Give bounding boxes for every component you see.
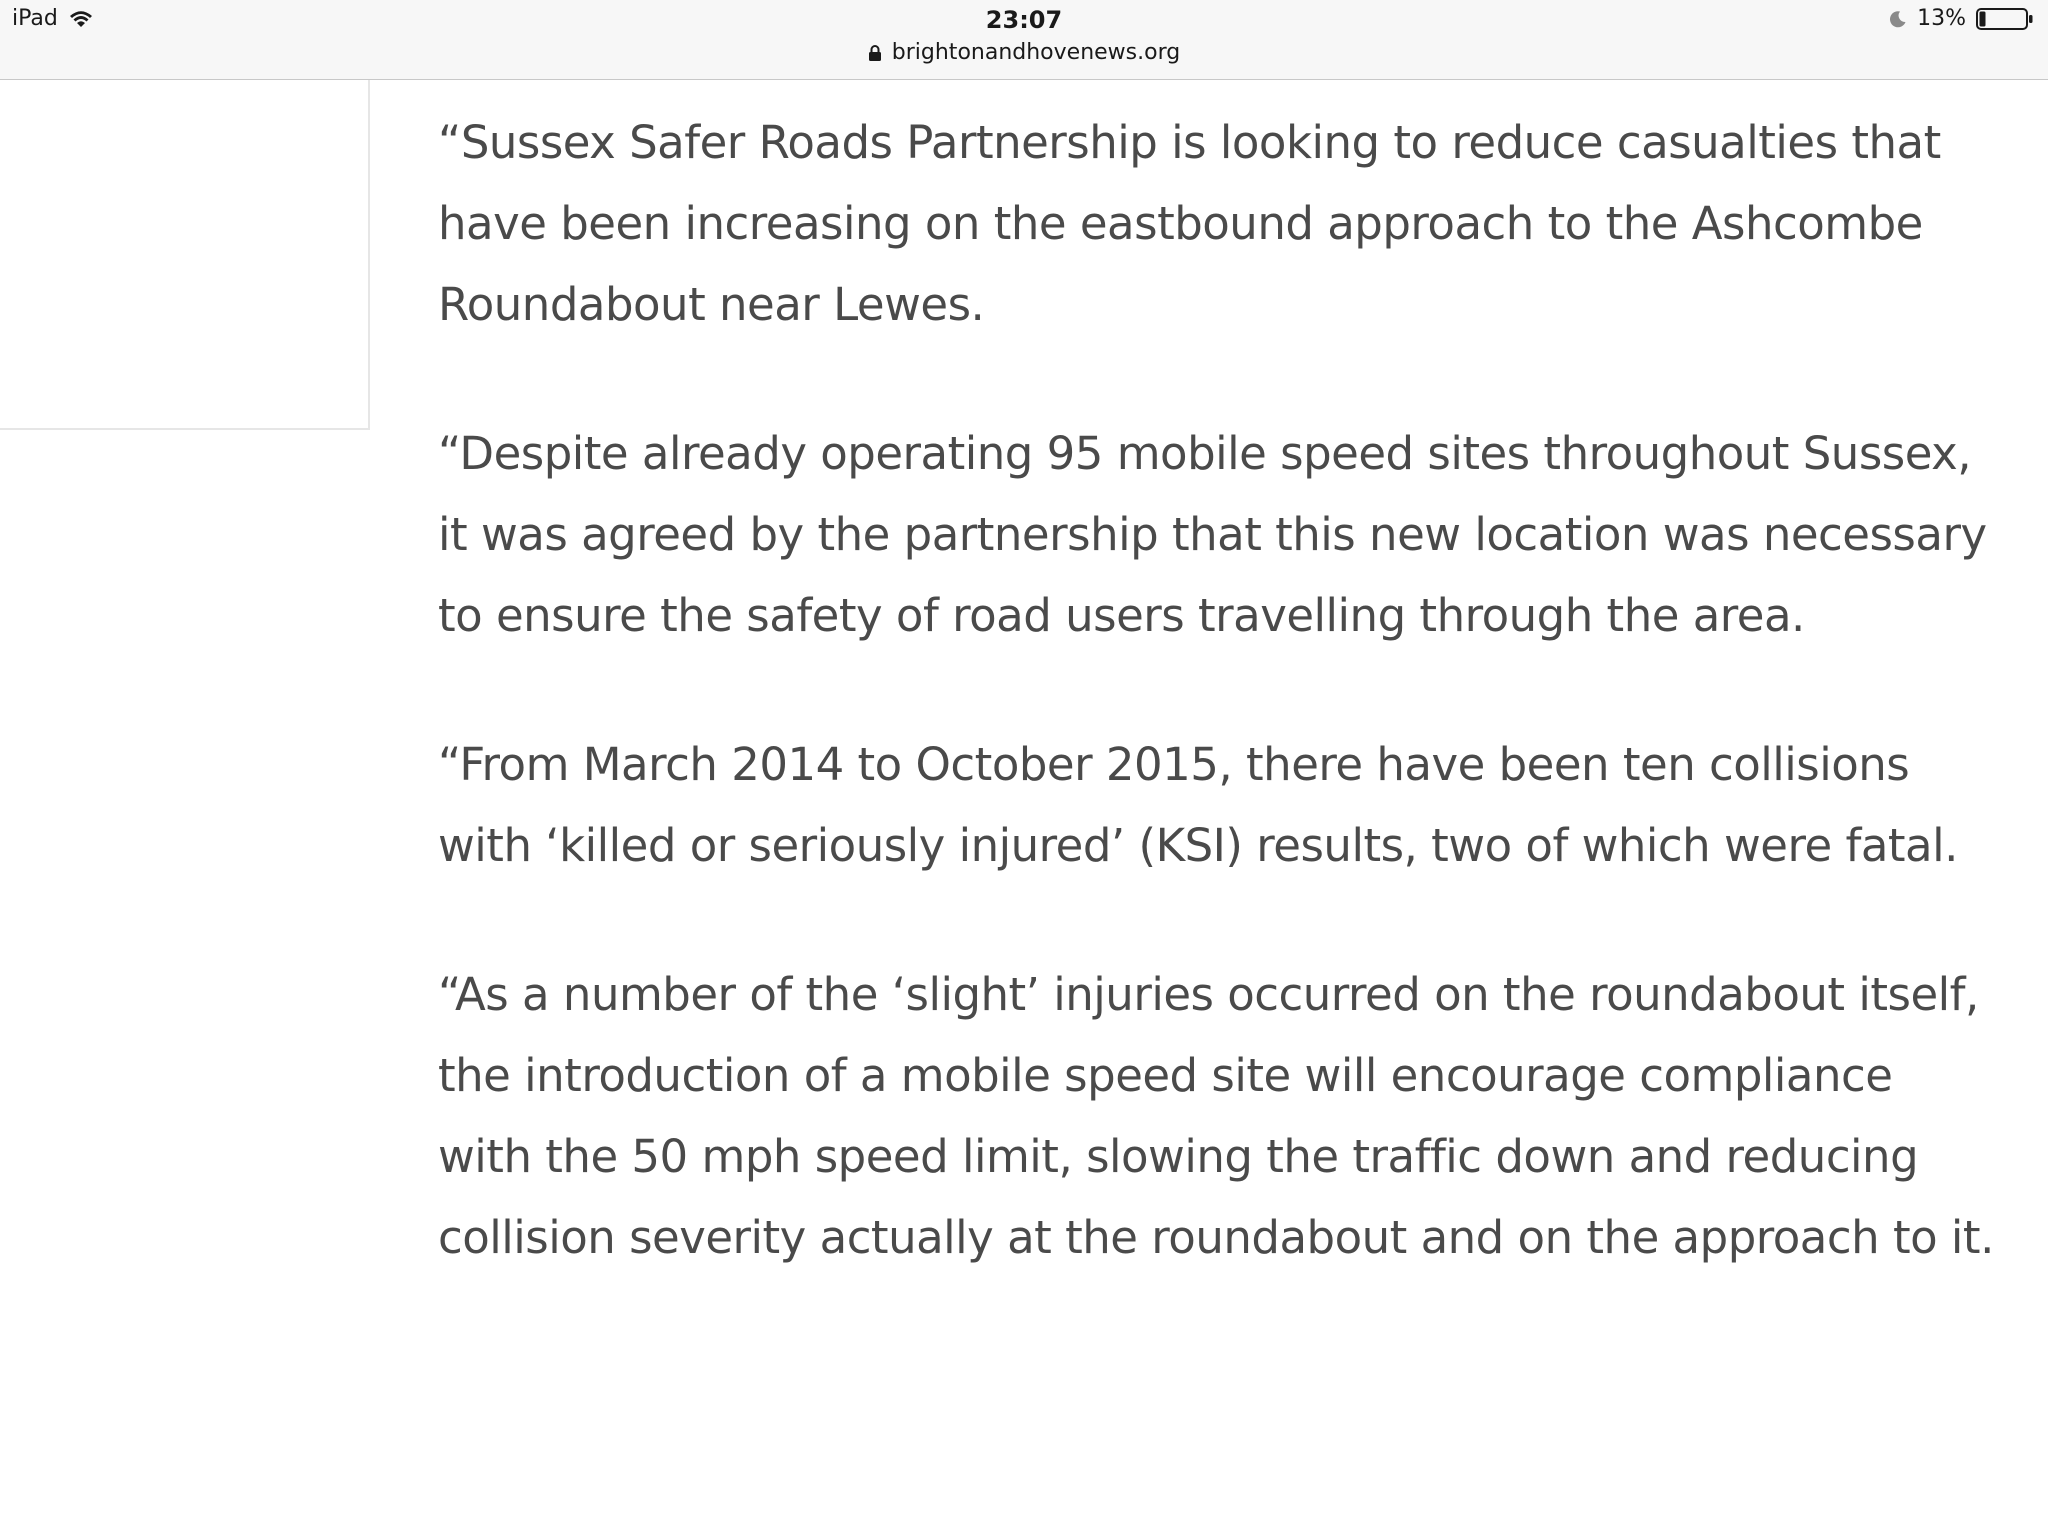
battery-icon xyxy=(1976,8,2034,30)
article-paragraph: “Sussex Safer Roads Partnership is looking to reduce casualties that have been increasing on the eastbound approach to the Ashcombe Roundabout near Lewes. xyxy=(438,116,1941,331)
url-text[interactable]: brightonandhovenews.org xyxy=(891,40,1181,65)
article-paragraph: “As a number of the ‘slight’ injuries occurred on the roundabout itself, the introduction of a mobile speed site will encourage compliance with the 50 mph speed limit, slowing the traffic down and reducing collision severity actually at the roundabout and on the approach to it. xyxy=(438,968,1994,1264)
article-paragraph: “Despite already operating 95 mobile speed sites throughout Sussex, it was agreed by the partnership that this new location was necessary to ensure the safety of road users travelling through the area. xyxy=(438,427,1987,642)
moon-icon xyxy=(1889,10,1907,28)
clock: 23:07 xyxy=(985,6,1063,34)
article-body xyxy=(438,102,1998,1346)
battery-percent: 13% xyxy=(1917,6,1966,31)
lock-icon xyxy=(868,44,882,62)
status-bar xyxy=(0,0,2048,80)
status-right xyxy=(1889,6,2034,31)
device-label: iPad xyxy=(12,6,58,31)
article-paragraph: “From March 2014 to October 2015, there have been ten collisions with ‘killed or seriously injured’ (KSI) results, two of which were fatal. xyxy=(438,738,1958,872)
address-bar[interactable] xyxy=(0,40,2048,65)
sidebar-panel xyxy=(0,80,370,430)
